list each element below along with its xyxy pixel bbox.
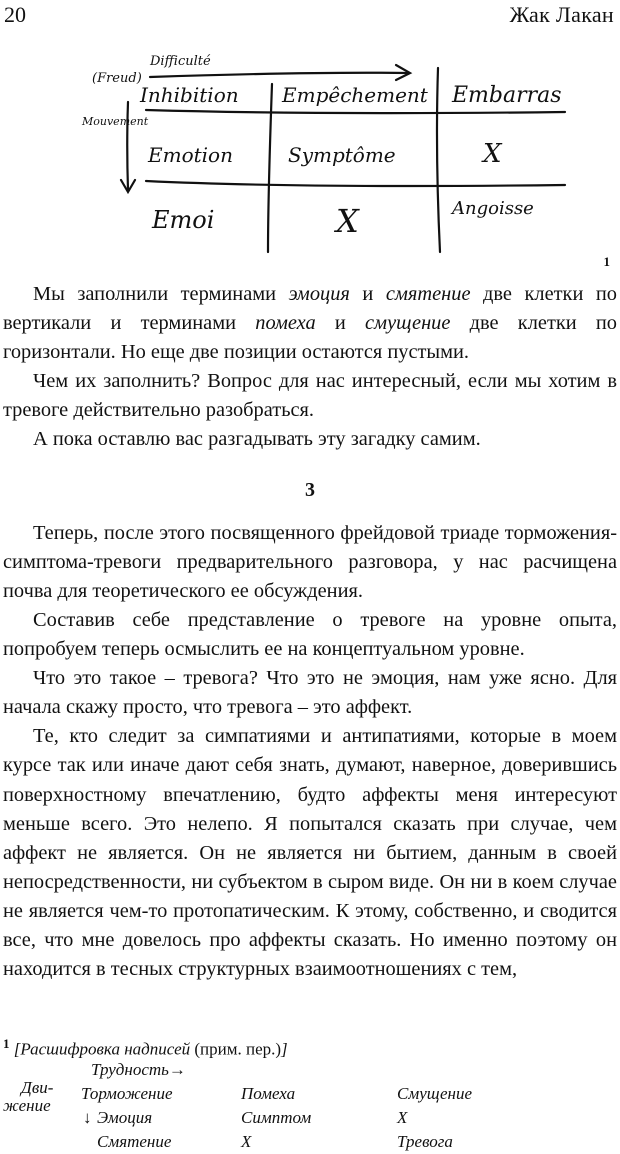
fn-movement-1: Дви- bbox=[21, 1078, 54, 1097]
page-number: 20 bbox=[4, 2, 26, 27]
fn-movement-2: жение bbox=[3, 1096, 51, 1115]
p1-text-e: две клетки по вертикали и терминами bbox=[3, 283, 617, 335]
footnote-title-b: (прим. пер.) bbox=[190, 1039, 282, 1059]
fn-r3c1: Смятение bbox=[97, 1132, 172, 1151]
paragraph-2: Чем их заполнить? Вопрос для нас интересный, если мы хотим в тревоге действительно разобраться. bbox=[3, 370, 617, 422]
fn-r2c1: Эмоция bbox=[97, 1108, 153, 1127]
paragraph-6: Что это такое – тревога? Что это не эмоция, нам уже ясно. Для начала скажу просто, что тревога – это аффект. bbox=[3, 667, 617, 719]
handwritten-table-drawing bbox=[0, 40, 620, 270]
footnote-marker: 1 bbox=[3, 1036, 10, 1051]
footnote-title-a: [Расшифровка надписей bbox=[13, 1039, 191, 1059]
fn-r3c2: X bbox=[241, 1132, 252, 1151]
hw-cell-symptome: Symptôme bbox=[288, 143, 396, 167]
p1-term-emotion: эмоция bbox=[288, 283, 350, 305]
fn-r2c3: X bbox=[397, 1108, 408, 1127]
grid-vertical-1 bbox=[268, 84, 272, 252]
hw-cell-embarras: Embarras bbox=[452, 83, 562, 108]
figure-footnote-ref: 1 bbox=[603, 254, 610, 269]
grid-horizontal-2 bbox=[146, 181, 565, 186]
fn-r1c1: Торможение bbox=[81, 1084, 173, 1103]
footnote bbox=[3, 1036, 617, 1151]
fn-r1c3: Смущение bbox=[397, 1084, 473, 1103]
p1-text-g: и bbox=[315, 312, 365, 335]
hw-cell-angoisse: Angoisse bbox=[452, 198, 534, 219]
p1-term-embarrassment: смущение bbox=[365, 312, 451, 335]
fn-r2c2: Симптом bbox=[241, 1108, 312, 1127]
section-number: 3 bbox=[305, 478, 315, 501]
fn-r1c2: Помеха bbox=[241, 1084, 296, 1103]
paragraph-4: Теперь, после этого посвященного фрейдовой триаде торможения-симптома-тревоги предварительного разговора, у нас расчищена почва для теоретического ее обсуждения. bbox=[3, 521, 617, 602]
fn-difficulty: Трудность→ bbox=[91, 1060, 186, 1079]
handwritten-table-figure bbox=[0, 40, 620, 270]
fn-down-arrow: ↓ bbox=[83, 1108, 92, 1127]
running-title: Жак Лакан bbox=[509, 2, 614, 27]
main-text bbox=[3, 280, 617, 984]
paragraph-3: А пока оставлю вас разгадывать эту загадку самим. bbox=[33, 428, 481, 451]
footnote-translation-table bbox=[3, 1058, 617, 1154]
fn-r3c3: Тревога bbox=[397, 1132, 453, 1151]
hw-difficulty-label: Difficulté bbox=[150, 54, 211, 69]
page-header bbox=[0, 0, 620, 40]
p1-term-hindrance: помеха bbox=[255, 312, 316, 335]
hw-cell-inhibition: Inhibition bbox=[140, 83, 239, 107]
hw-cell-empechement: Empêchement bbox=[282, 83, 428, 107]
hw-movement-label: Mouvement bbox=[82, 115, 149, 128]
hw-cell-x-1: X bbox=[483, 139, 502, 169]
footnote-title-c: ] bbox=[281, 1039, 288, 1059]
grid-horizontal-1 bbox=[146, 110, 565, 113]
paragraph-5: Составив себе представление о тревоге на уровне опыта, попробуем теперь осмыслить ее на концептуальном уровне. bbox=[3, 608, 617, 661]
grid-vertical-2 bbox=[437, 68, 440, 252]
hw-cell-x-2: X bbox=[336, 202, 359, 240]
paragraph-1 bbox=[3, 280, 617, 367]
difficulty-arrow-line bbox=[150, 73, 408, 77]
paragraph-7: Те, кто следит за симпатиями и антипатиями, которые в моем курсе так или иначе дают себя знать, думают, наверное, доверившись поверхностному впечатлению, будто аффекты меня интересуют меньше всего. Это нелепо. Я попытался сказать при случае, чем аффект не является. Он не является ни бытием, данным в своей непосредственности, ни субъектом в сыром виде. Он ни в коем случае не является чем-то протопатическим. К этому, собственно, и сводится все, что мне довелось про аффекты сказать. Но именно поэтому он находится в тесных структурных взаимоотношениях с тем, bbox=[3, 725, 617, 981]
hw-cell-emoi: Emoi bbox=[152, 206, 215, 234]
footnote-title bbox=[3, 1036, 617, 1060]
hw-cell-emotion: Emotion bbox=[148, 143, 233, 167]
hw-freud-label: (Freud) bbox=[92, 71, 142, 86]
p1-text-i: две клетки по горизонтали. Но еще две позиции остаются пустыми. bbox=[3, 312, 618, 364]
p1-term-confusion: смятение bbox=[385, 283, 471, 305]
p1-text-a: Мы заполнили терминами bbox=[33, 283, 289, 305]
p1-text-c: и bbox=[349, 283, 386, 305]
